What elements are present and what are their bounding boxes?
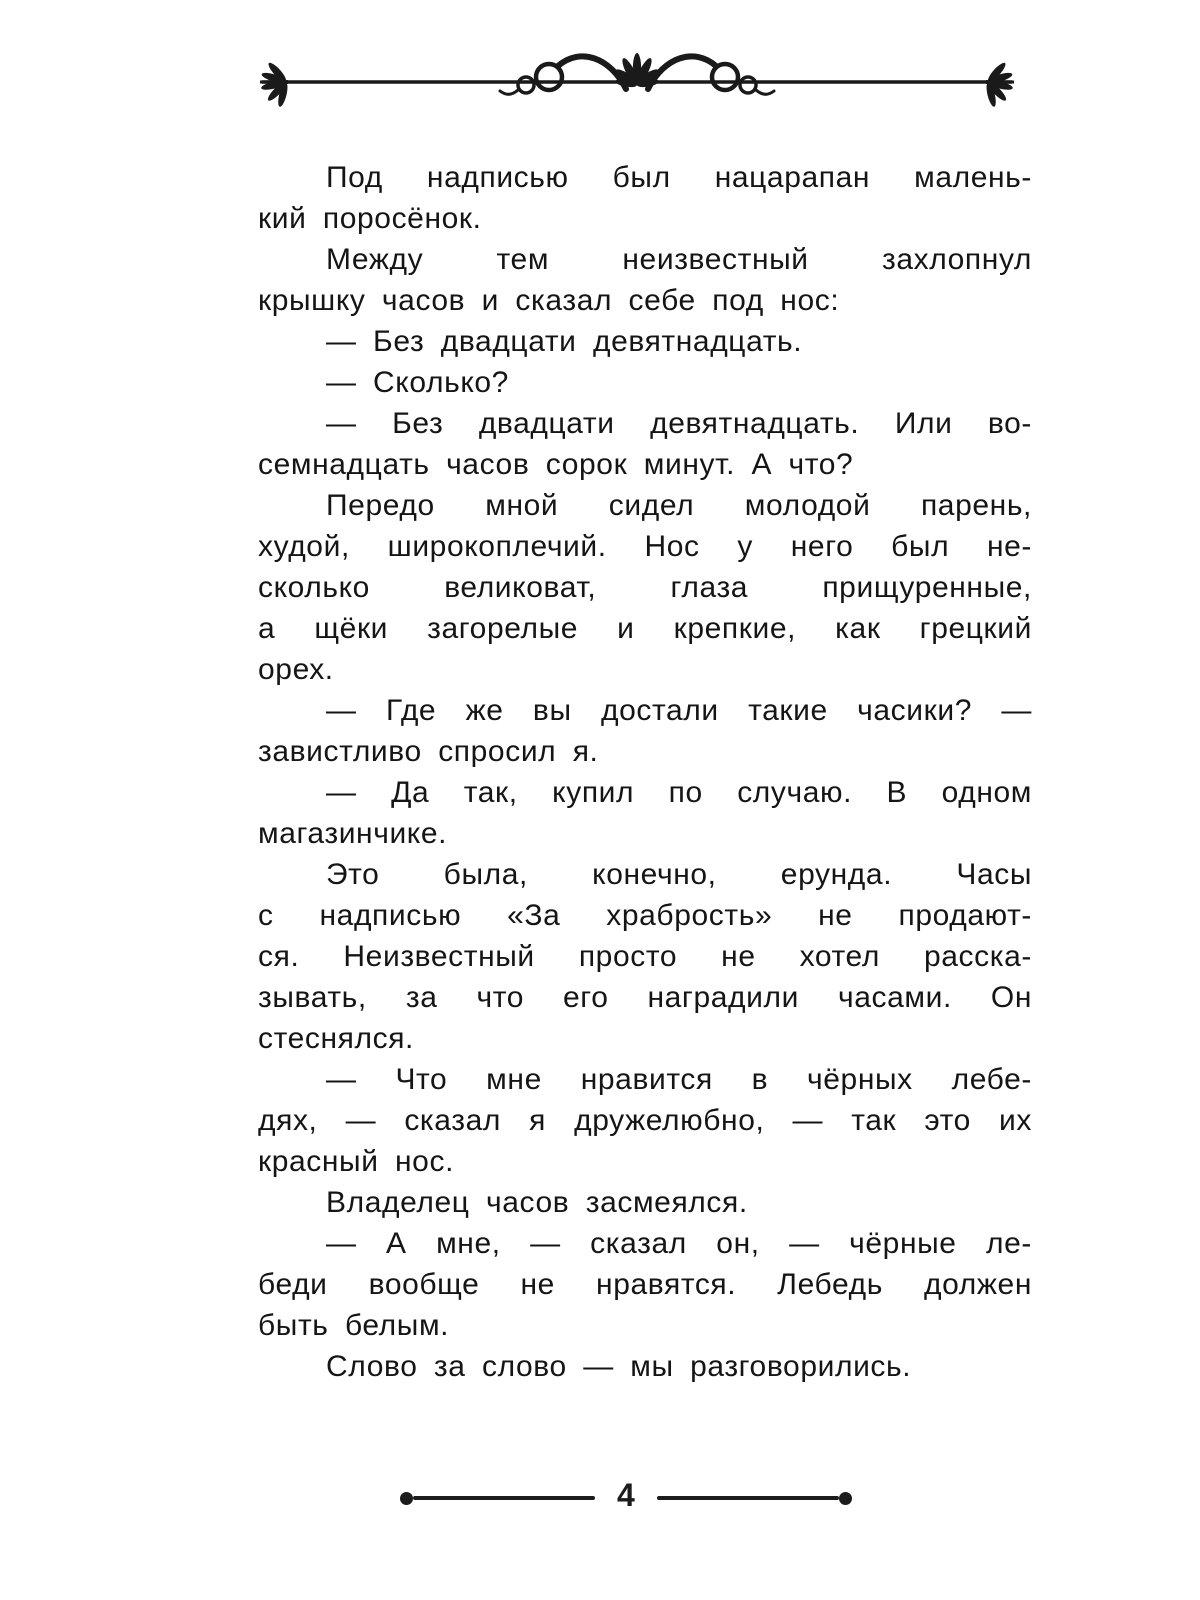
paragraph <box>258 854 1032 1059</box>
paragraph <box>258 772 1032 854</box>
footer-left-dot <box>400 1492 413 1505</box>
left-finial-icon <box>260 61 289 108</box>
text-line: — Где же вы достали такие часики? — <box>326 694 1032 727</box>
text-line: кий поросёнок. <box>258 202 482 235</box>
paragraph <box>258 1223 1032 1346</box>
text-line: а щёки загорелые и крепкие, как грецкий <box>258 612 1032 645</box>
text-line: дях, — сказал я дружелюбно, — так это их <box>258 1104 1032 1137</box>
text-line: орех. <box>258 653 334 686</box>
paragraph <box>258 1059 1032 1182</box>
text-line: худой, широкоплечий. Нос у него был не- <box>258 530 1032 563</box>
text-line: Передо мной сидел молодой парень, <box>326 489 1032 522</box>
text-line: сколько великоват, глаза прищуренные, <box>258 571 1032 604</box>
paragraph <box>258 362 1032 403</box>
page-number: 4 <box>617 1476 635 1513</box>
footer-right-rule <box>657 1496 839 1500</box>
paragraph <box>258 403 1032 485</box>
text-line: зывать, за что его наградили часами. Он <box>258 981 1032 1014</box>
paragraph <box>258 1346 1032 1387</box>
paragraph <box>258 690 1032 772</box>
text-line: завистливо спросил я. <box>258 735 599 768</box>
text-line: красный нос. <box>258 1145 455 1178</box>
page-footer <box>400 1478 852 1518</box>
text-line: с надписью «За храбрость» не продают- <box>258 899 1032 932</box>
text-line: — Без двадцати девятнадцать. <box>326 325 803 358</box>
text-line: — Да так, купил по случаю. В одном <box>326 776 1032 809</box>
text-line: — А мне, — сказал он, — чёрные ле- <box>326 1227 1032 1260</box>
paragraph <box>258 321 1032 362</box>
text-line: быть белым. <box>258 1309 450 1342</box>
paragraph <box>258 157 1032 239</box>
text-line: крышку часов и сказал себе под нос: <box>258 284 840 317</box>
text-line: — Что мне нравится в чёрных лебе- <box>326 1063 1032 1096</box>
text-line: Владелец часов засмеялся. <box>326 1186 748 1219</box>
text-line: Под надписью был нацарапан малень- <box>326 161 1032 194</box>
center-flourish-icon <box>500 53 774 94</box>
text-line: — Без двадцати девятнадцать. Или во- <box>326 407 1032 440</box>
footer-left-rule <box>413 1496 595 1500</box>
header-ornament-divider <box>252 45 1022 120</box>
text-line: Это была, конечно, ерунда. Часы <box>326 858 1032 891</box>
paragraph <box>258 485 1032 690</box>
text-line: Между тем неизвестный захлопнул <box>326 243 1032 276</box>
text-line: магазинчике. <box>258 817 448 850</box>
text-line: стеснялся. <box>258 1022 414 1055</box>
text-line: Слово за слово — мы разговорились. <box>326 1350 912 1383</box>
story-text <box>258 157 1032 1387</box>
text-line: ся. Неизвестный просто не хотел расска- <box>258 940 1032 973</box>
right-finial-icon <box>985 61 1014 108</box>
text-line: беди вообще не нравятся. Лебедь должен <box>258 1268 1032 1301</box>
paragraph <box>258 239 1032 321</box>
footer-right-dot <box>839 1492 852 1505</box>
text-line: — Сколько? <box>326 366 509 399</box>
paragraph <box>258 1182 1032 1223</box>
text-line: семнадцать часов сорок минут. А что? <box>258 448 854 481</box>
